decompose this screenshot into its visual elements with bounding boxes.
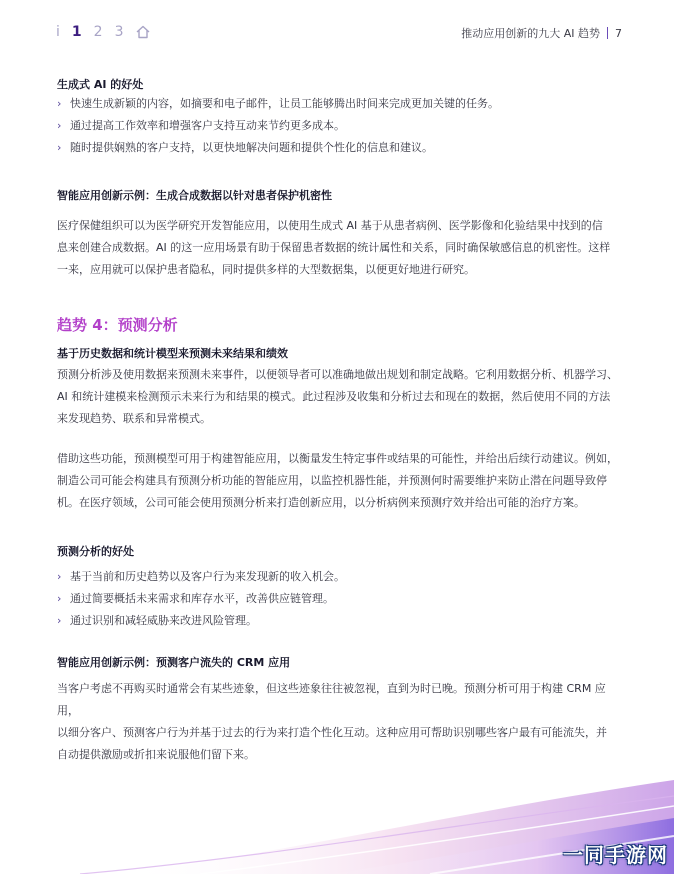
nav-item-3[interactable]: 3 [114,24,124,40]
trend-subheading: 基于历史数据和统计模型来预测未来结果和绩效 [57,347,288,360]
trend-paragraph-2: 借助这些功能，预测模型可用于构建智能应用，以衡量发生特定事件或结果的可能性，并给出后续行动建议。例如， 制造公司可能会构建具有预测分析功能的智能应用，以监控机器性能，并预测何时需要维护来防止潜在问题导致停 机。在医疗领域，公司可能会使用预测分析来打造创新应用，以分析病例来预测疗效并给出可能的治疗方案。 [57,452,618,509]
list-item: › 基于当前和历史趋势以及客户行为来发现新的收入机会。 [57,566,345,588]
chevron-right-icon: › [57,614,62,627]
document-title-text: 推动应用创新的九大 AI 趋势 [461,27,600,40]
list-item: › 通过简要概括未来需求和库存水平，改善供应链管理。 [57,588,345,610]
list-item: › 随时提供娴熟的客户支持，以更快地解决问题和提供个性化的信息和建议。 [57,137,499,159]
page-number: 7 [615,26,622,40]
list-item: › 快速生成新颖的内容，如摘要和电子邮件，让员工能够腾出时间来完成更加关键的任务。 [57,93,499,115]
chevron-right-icon: › [57,592,62,605]
document-title [461,25,622,41]
example-body-synthetic-data: 医疗保健组织可以为医学研究开发智能应用，以使用生成式 AI 基于从患者病例、医学影像和化验结果中找到的信 息来创建合成数据。AI 的这一应用场景有助于保留患者数据的统计属性和关系，同时确保敏感信息的机密性。这样 一来，应用就可以保护患者隐私，同时提供多样的大型数据集，以便更好地进行研究。 [57,219,611,276]
nav-item-i[interactable]: i [56,24,60,40]
home-icon[interactable] [135,24,151,40]
example-body-crm: 当客户考虑不再购买时通常会有某些迹象，但这些迹象往往被忽视，直到为时已晚。预测分析可用于构建 CRM 应用， 以细分客户、预测客户行为并基于过去的行为来打造个性化互动。这种应用可帮助识别哪些客户最有可能流失，并 自动提供激励或折扣来说服他们留下来。 [57,682,607,761]
list-item: › 通过识别和减轻威胁来改进风险管理。 [57,610,345,632]
chevron-right-icon: › [57,119,62,132]
page-header [0,24,674,44]
genai-benefits-list [57,93,499,159]
list-item: › 通过提高工作效率和增强客户支持互动来节约更多成本。 [57,115,499,137]
example-heading-synthetic-data: 智能应用创新示例：生成合成数据以针对患者保护机密性 [57,189,332,202]
nav-item-2[interactable]: 2 [93,24,103,40]
predictive-benefits-list [57,566,345,632]
example-heading-crm: 智能应用创新示例：预测客户流失的 CRM 应用 [57,656,291,669]
section-heading-genai-benefits: 生成式 AI 的好处 [57,78,144,91]
watermark-logo [563,839,668,868]
page-nav [56,24,151,40]
chevron-right-icon: › [57,97,62,110]
trend-title: 趋势 4：预测分析 [57,316,178,334]
section-heading-predictive-benefits: 预测分析的好处 [57,545,134,558]
title-divider [607,27,608,39]
nav-item-1[interactable]: 1 [71,24,82,40]
chevron-right-icon: › [57,141,62,154]
watermark-text: 一同手游网 [563,843,668,867]
chevron-right-icon: › [57,570,62,583]
trend-paragraph-1: 预测分析涉及使用数据来预测未来事件，以便领导者可以准确地做出规划和制定战略。它利用数据分析、机器学习、 AI 和统计建模来检测预示未来行为和结果的模式。此过程涉及收集和分析过去和现在的数据，然后使用不同的方法 来发现趋势、联系和异常模式。 [57,368,618,425]
